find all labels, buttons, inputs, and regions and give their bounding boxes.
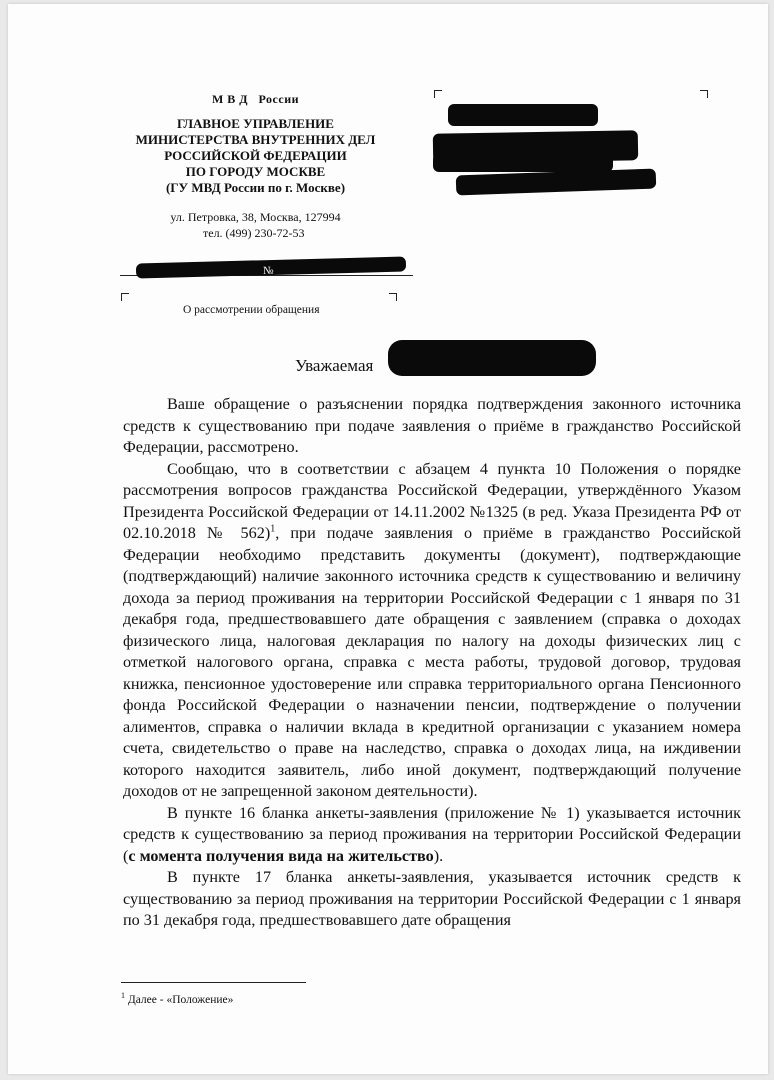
redaction-mark <box>433 154 613 172</box>
department-line: ПО ГОРОДУ МОСКВЕ <box>185 164 326 179</box>
letter-body <box>123 394 741 932</box>
redaction-mark <box>456 169 657 196</box>
ministry-name: М В Д России <box>211 92 300 106</box>
paragraph-text: , при подаче заявления о приёме в гражданство Российской Федерации необходимо представить документы (документ), подтверждающие (подтверждающий) наличие законного источника средств к существованию и величину дохода за период проживания на территории Российской Федерации с 1 января по 31 декабря года, предшествовавшего дате обращения с заявлением (справка о доходах физического лица, налоговая декларация по налогу на доходы физических лиц с отметкой налогового органа, справка с места работы, трудовой договор, трудовая книжка, пенсионное удостоверение или справка территориального органа Пенсионного фонда Российской Федерации о назначении пенсии, подтверждение о получении алиментов, справка о наличии вклада в кредитной организации с указанием номера счета, свидетельство о праве на наследство, справка о доходах лица, на иждивении которого находится заявитель, либо иной документ, подтверждающий получение доходов от не запрещенной законом деятельности). <box>123 524 741 800</box>
bracket-corner <box>700 90 708 98</box>
paragraph-text: Сообщаю, что в соответствии с абзацем 4 пункта 10 Положения о порядке рассмотрения вопросов гражданства Российской Федерации, утверждённого Указом Президента Российской Федерации от 14.11.2002 №1325 (в ред. Указа Президента РФ от 02.10.2018 № 562) <box>123 459 741 542</box>
redaction-mark <box>448 104 598 126</box>
greeting: Уважаемая <box>295 356 374 375</box>
footnote-reference: 1 <box>270 523 276 535</box>
paragraph-text: ). <box>433 846 444 865</box>
footnote <box>121 991 233 1006</box>
footnote-text: Далее - «Положение» <box>125 993 234 1006</box>
paragraph <box>123 459 741 803</box>
redaction-mark <box>388 340 596 376</box>
subject-line: О рассмотрении обращения <box>183 304 320 316</box>
bracket-corner <box>121 293 129 301</box>
address: ул. Петровка, 38, Москва, 127994 <box>170 210 341 224</box>
document-page <box>8 4 768 1074</box>
department-line: (ГУ МВД России по г. Москве) <box>165 180 346 195</box>
bracket-corner <box>389 293 397 301</box>
phone: тел. (499) 230-72-53 <box>203 226 305 240</box>
footnote-number: 1 <box>121 991 125 1000</box>
department-line: ГЛАВНОЕ УПРАВЛЕНИЕ <box>177 116 334 131</box>
bracket-corner <box>434 90 442 98</box>
department-name <box>108 116 403 196</box>
bold-text: с момента получения вида на жительство <box>128 846 434 865</box>
registration-number-sign: № <box>263 265 274 277</box>
paragraph-text: В пункте 16 бланка анкеты-заявления (приложение № 1) указывается источник средств к существованию за период проживания на территории Российской Федерации ( <box>123 803 741 865</box>
paragraph: Ваше обращение о разъяснении порядка подтверждения законного источника средств к существованию при подаче заявления о приёме в гражданство Российской Федерации, рассмотрено. <box>123 395 741 456</box>
footnote-separator <box>121 982 306 983</box>
paragraph <box>123 803 741 868</box>
department-line: МИНИСТЕРСТВА ВНУТРЕННИХ ДЕЛ <box>135 132 376 147</box>
paragraph: В пункте 17 бланка анкеты-заявления, указывается источник средств к существованию за период проживания на территории Российской Федерации с 1 января по 31 декабря года, предшествовавшего дате обращения <box>123 868 741 929</box>
department-line: РОССИЙСКОЙ ФЕДЕРАЦИИ <box>164 148 347 163</box>
